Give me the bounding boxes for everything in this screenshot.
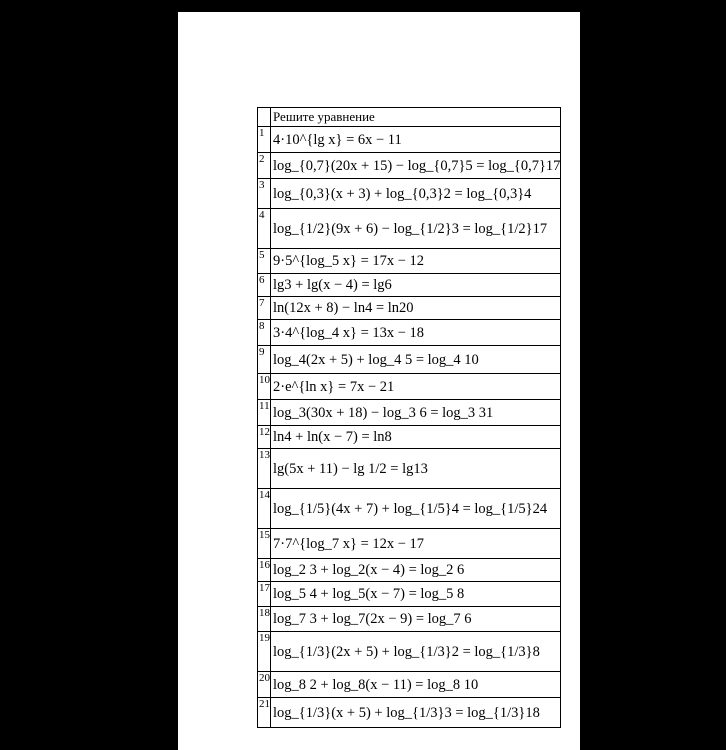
row-number: 5 [258, 249, 271, 274]
equation: log_{0,7}(20x + 15) − log_{0,7}5 = log_{0,7}17 [271, 153, 561, 179]
equation: log_{1/2}(9x + 6) − log_{1/2}3 = log_{1/2}17 [271, 209, 561, 249]
row-number: 12 [258, 426, 271, 449]
table-row [258, 400, 561, 426]
equation: log_2 3 + log_2(x − 4) = log_2 6 [271, 559, 561, 582]
table-row [258, 249, 561, 274]
equation: 9·5^{log_5 x} = 17x − 12 [271, 249, 561, 274]
row-number: 6 [258, 274, 271, 297]
row-number: 16 [258, 559, 271, 582]
table-row [258, 449, 561, 489]
table-header: Решите уравнение [271, 108, 561, 127]
equation: log_{1/5}(4x + 7) + log_{1/5}4 = log_{1/5}24 [271, 489, 561, 529]
table-row [258, 346, 561, 374]
table-header-row [258, 108, 561, 127]
table-row [258, 582, 561, 607]
table-row [258, 320, 561, 346]
row-number: 4 [258, 209, 271, 249]
row-number: 14 [258, 489, 271, 529]
equation: log_3(30x + 18) − log_3 6 = log_3 31 [271, 400, 561, 426]
equation: ln4 + ln(x − 7) = ln8 [271, 426, 561, 449]
table-row [258, 297, 561, 320]
equation: log_4(2x + 5) + log_4 5 = log_4 10 [271, 346, 561, 374]
row-number: 20 [258, 672, 271, 698]
row-number: 21 [258, 698, 271, 728]
table-row [258, 698, 561, 728]
equation: 3·4^{log_4 x} = 13x − 18 [271, 320, 561, 346]
table-row [258, 529, 561, 559]
equation: 2·e^{ln x} = 7x − 21 [271, 374, 561, 400]
equation: 4·10^{lg x} = 6x − 11 [271, 127, 561, 153]
equation: log_{1/3}(x + 5) + log_{1/3}3 = log_{1/3}18 [271, 698, 561, 728]
row-number: 7 [258, 297, 271, 320]
table-row [258, 374, 561, 400]
table-row [258, 607, 561, 632]
row-number: 15 [258, 529, 271, 559]
table-row [258, 426, 561, 449]
table-row [258, 672, 561, 698]
equation: 7·7^{log_7 x} = 12x − 17 [271, 529, 561, 559]
row-number: 17 [258, 582, 271, 607]
equation: lg(5x + 11) − lg 1/2 = lg13 [271, 449, 561, 489]
row-number: 11 [258, 400, 271, 426]
document-page [178, 12, 580, 750]
row-number: 3 [258, 179, 271, 209]
table-row [258, 209, 561, 249]
equation: lg3 + lg(x − 4) = lg6 [271, 274, 561, 297]
row-number: 18 [258, 607, 271, 632]
row-number: 2 [258, 153, 271, 179]
equation: log_{1/3}(2x + 5) + log_{1/3}2 = log_{1/3}8 [271, 632, 561, 672]
equation: log_{0,3}(x + 3) + log_{0,3}2 = log_{0,3}4 [271, 179, 561, 209]
table-row [258, 179, 561, 209]
equation: log_7 3 + log_7(2x − 9) = log_7 6 [271, 607, 561, 632]
row-number: 13 [258, 449, 271, 489]
equation: log_5 4 + log_5(x − 7) = log_5 8 [271, 582, 561, 607]
table-row [258, 127, 561, 153]
row-number: 19 [258, 632, 271, 672]
equations-table [257, 107, 561, 728]
table-row [258, 489, 561, 529]
equation: ln(12x + 8) − ln4 = ln20 [271, 297, 561, 320]
table-row [258, 632, 561, 672]
row-number: 9 [258, 346, 271, 374]
table-row [258, 153, 561, 179]
table-row [258, 559, 561, 582]
header-num-cell [258, 108, 271, 127]
equation: log_8 2 + log_8(x − 11) = log_8 10 [271, 672, 561, 698]
row-number: 10 [258, 374, 271, 400]
row-number: 8 [258, 320, 271, 346]
row-number: 1 [258, 127, 271, 153]
table-row [258, 274, 561, 297]
